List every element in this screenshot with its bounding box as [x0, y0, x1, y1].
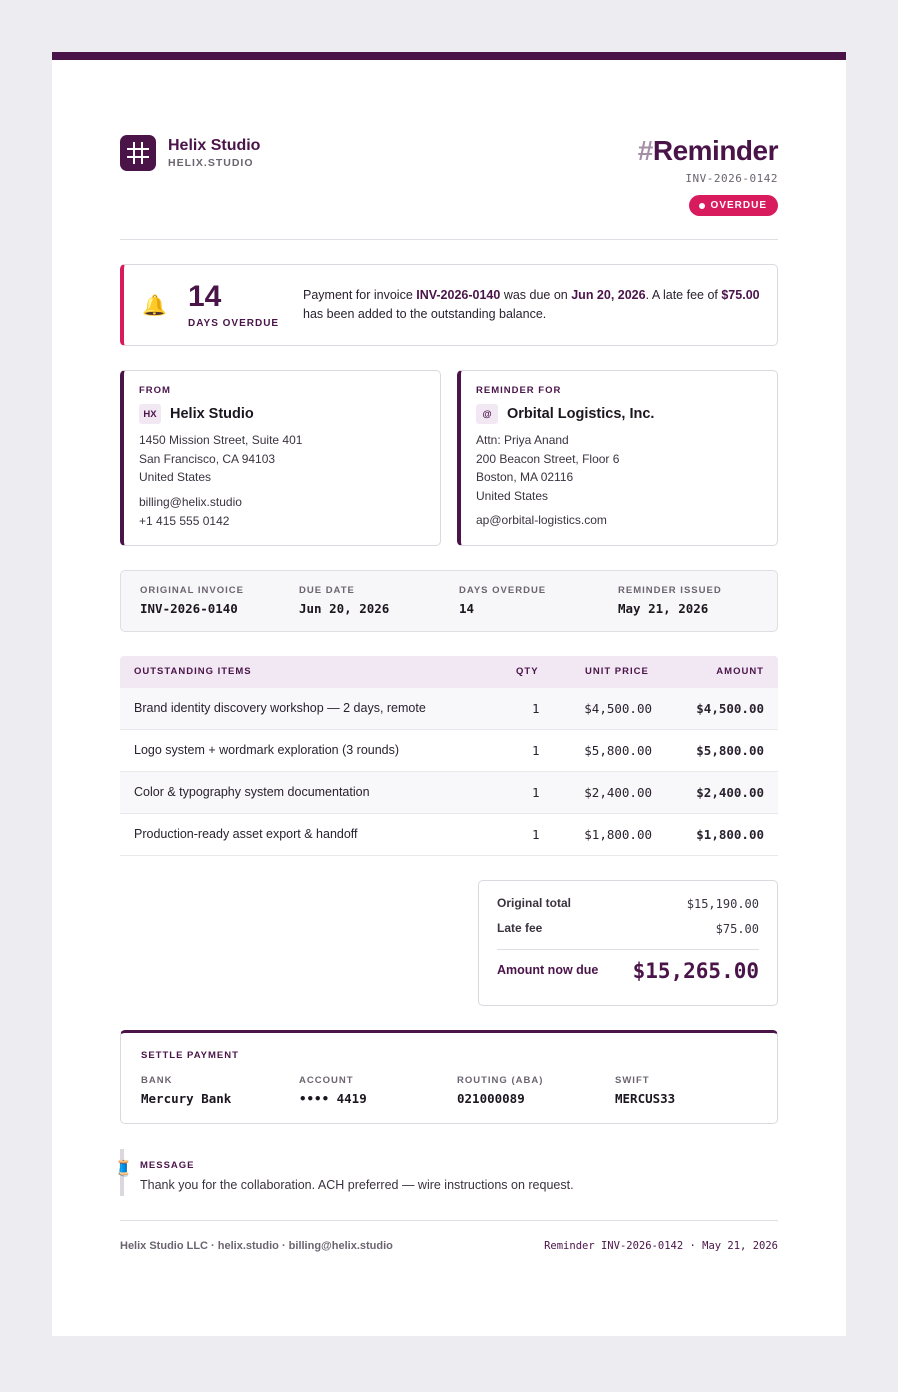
swift-value: MERCUS33 — [615, 1091, 676, 1106]
to-contact — [476, 511, 777, 530]
document-header — [638, 134, 778, 216]
address-line: 1450 Mission Street, Suite 401 — [139, 433, 303, 447]
footer-right: Reminder INV-2026-0142 · May 21, 2026 — [544, 1240, 778, 1252]
swift-field — [615, 1075, 675, 1106]
info-label: ORIGINAL INVOICE — [140, 585, 244, 596]
address-line: United States — [139, 470, 212, 484]
col-header-items: OUTSTANDING ITEMS — [134, 666, 252, 677]
from-email[interactable]: billing@helix.studio — [139, 494, 242, 509]
footer-left: Helix Studio LLC · helix.studio · billing@helix.studio — [120, 1240, 393, 1252]
table-row — [120, 814, 778, 856]
item-unit-price: $5,800.00 — [584, 743, 652, 758]
info-value: Jun 20, 2026 — [299, 601, 390, 616]
document-title — [638, 134, 778, 168]
col-header-qty: QTY — [516, 666, 539, 677]
status-label: OVERDUE — [710, 200, 767, 211]
totals-divider — [497, 949, 759, 950]
col-header-unit-price: UNIT PRICE — [585, 666, 649, 677]
info-reminder-issued — [618, 585, 722, 616]
bell-icon: 🔔 — [142, 295, 167, 317]
routing-label: ROUTING (ABA) — [457, 1075, 544, 1086]
settle-payment-box — [120, 1030, 778, 1124]
item-unit-price: $4,500.00 — [584, 701, 652, 716]
alert-message — [303, 286, 763, 324]
message-label: MESSAGE — [140, 1160, 195, 1171]
brand-domain: HELIX.STUDIO — [168, 157, 254, 169]
status-badge — [689, 195, 778, 216]
item-qty: 1 — [532, 785, 540, 800]
totals-box — [478, 880, 778, 1006]
info-original-invoice — [140, 585, 244, 616]
account-value: •••• 4419 — [299, 1091, 367, 1106]
to-name-row — [476, 404, 777, 424]
item-amount: $2,400.00 — [696, 785, 764, 800]
address-line: 200 Beacon Street, Floor 6 — [476, 451, 620, 466]
from-address — [139, 431, 440, 487]
info-days-overdue — [459, 585, 546, 616]
spool-icon: 🧵 — [114, 1160, 133, 1177]
item-unit-price: $2,400.00 — [584, 785, 652, 800]
message-block — [114, 1149, 778, 1197]
item-description: Production-ready asset export & handoff — [134, 827, 358, 841]
status-dot-icon — [699, 203, 705, 209]
item-qty: 1 — [532, 827, 540, 842]
to-email[interactable]: ap@orbital-logistics.com — [476, 513, 607, 527]
alert-text-4: has been added to the outstanding balance. — [303, 307, 547, 321]
settle-label: SETTLE PAYMENT — [141, 1050, 239, 1061]
info-due-date — [299, 585, 389, 616]
document-number: INV-2026-0142 — [685, 172, 778, 185]
invoice-info-strip — [120, 570, 778, 632]
from-name-row — [139, 404, 440, 424]
item-description: Color & typography system documentation — [134, 785, 370, 799]
from-label: FROM — [139, 385, 171, 396]
alert-due-date: Jun 20, 2026 — [571, 288, 646, 302]
routing-field — [457, 1075, 543, 1106]
hash-grid-icon — [120, 135, 156, 171]
info-label: DAYS OVERDUE — [459, 585, 547, 596]
info-label: DUE DATE — [299, 585, 355, 596]
overdue-alert — [120, 264, 778, 346]
swift-label: SWIFT — [615, 1075, 650, 1086]
info-label: REMINDER ISSUED — [618, 585, 722, 596]
account-label: ACCOUNT — [299, 1075, 354, 1086]
message-text: Thank you for the collaboration. ACH preferred — wire instructions on request. — [140, 1178, 574, 1192]
footer-divider — [120, 1220, 778, 1221]
address-line: United States — [476, 488, 549, 503]
address-line: Attn: Priya Anand — [476, 433, 569, 447]
alert-fee: $75.00 — [721, 288, 760, 302]
info-value: INV-2026-0140 — [140, 601, 238, 616]
info-value: May 21, 2026 — [618, 601, 709, 616]
late-fee-label: Late fee — [497, 921, 543, 935]
from-contact — [139, 493, 440, 531]
header-divider — [120, 239, 778, 240]
bank-label: BANK — [141, 1075, 173, 1086]
address-line: San Francisco, CA 94103 — [139, 451, 276, 466]
amount-due-value: $15,265.00 — [632, 959, 759, 983]
item-amount: $1,800.00 — [696, 827, 764, 842]
original-total-value: $15,190.00 — [686, 897, 759, 911]
account-field — [299, 1075, 367, 1106]
bank-field — [141, 1075, 231, 1106]
alert-invoice: INV-2026-0140 — [416, 288, 501, 302]
brand-block — [120, 135, 260, 171]
routing-value: 021000089 — [457, 1091, 525, 1106]
days-overdue-number: 14 — [188, 280, 222, 313]
item-amount: $4,500.00 — [696, 701, 764, 716]
late-fee-value: $75.00 — [715, 922, 759, 936]
item-description: Brand identity discovery workshop — 2 days, remote — [134, 701, 426, 715]
item-qty: 1 — [532, 743, 540, 758]
alert-text-1: Payment for invoice — [303, 288, 417, 302]
days-overdue-label: DAYS OVERDUE — [188, 318, 280, 329]
col-header-amount: AMOUNT — [716, 666, 764, 677]
outstanding-items-table — [120, 656, 778, 856]
from-name: Helix Studio — [170, 406, 254, 422]
item-qty: 1 — [532, 701, 540, 716]
from-phone: +1 415 555 0142 — [139, 513, 230, 528]
table-row — [120, 688, 778, 730]
bank-value: Mercury Bank — [141, 1091, 232, 1106]
title-hash: # — [637, 135, 653, 166]
info-value: 14 — [459, 601, 475, 616]
to-address — [476, 431, 777, 505]
table-row — [120, 730, 778, 772]
amount-due-label: Amount now due — [497, 963, 599, 977]
to-initials: @ — [476, 404, 498, 424]
alert-text-2: was due on — [500, 288, 572, 302]
title-text: Reminder — [652, 135, 778, 166]
item-description: Logo system + wordmark exploration (3 rounds) — [134, 743, 400, 757]
to-name: Orbital Logistics, Inc. — [507, 406, 655, 422]
from-initials: HX — [139, 404, 161, 424]
reminder-for-card — [457, 370, 778, 546]
address-line: Boston, MA 02116 — [476, 470, 574, 484]
table-body — [120, 688, 778, 856]
invoice-page — [52, 52, 846, 1336]
alert-text-3: . A late fee of — [645, 288, 722, 302]
table-row — [120, 772, 778, 814]
to-label: REMINDER FOR — [476, 385, 562, 396]
brand-name: Helix Studio — [168, 137, 261, 154]
table-header — [120, 656, 778, 688]
item-unit-price: $1,800.00 — [584, 827, 652, 842]
from-card — [120, 370, 441, 546]
original-total-label: Original total — [497, 896, 572, 910]
item-amount: $5,800.00 — [696, 743, 764, 758]
